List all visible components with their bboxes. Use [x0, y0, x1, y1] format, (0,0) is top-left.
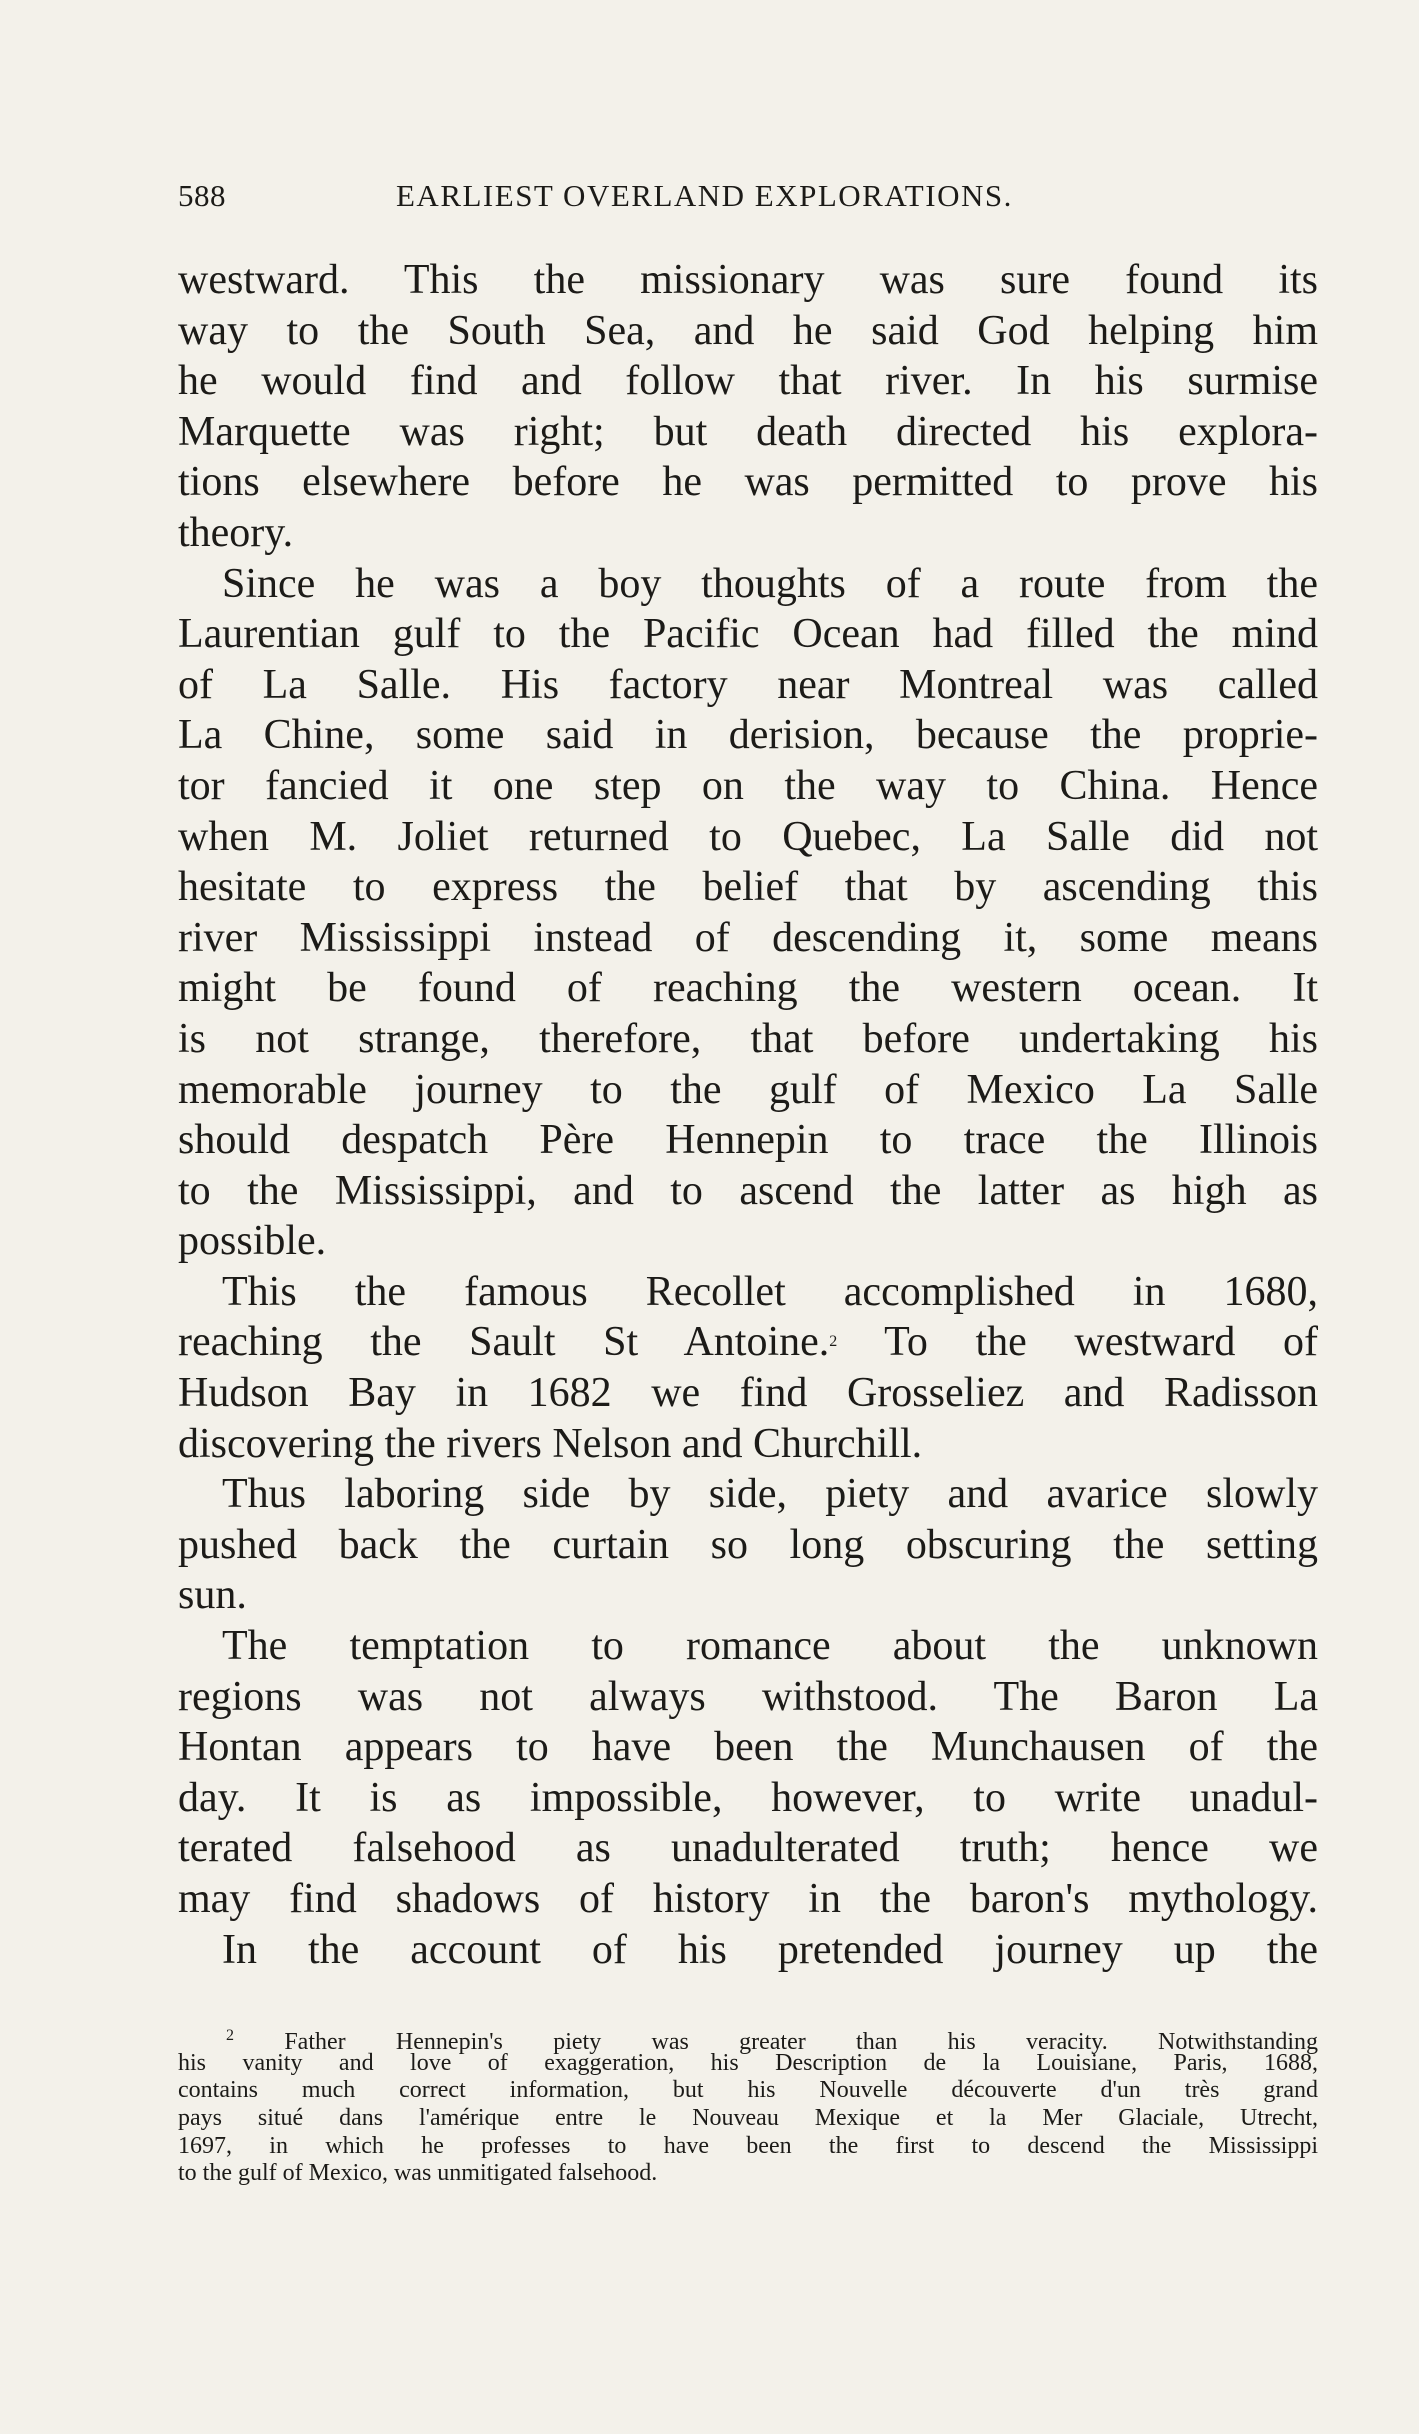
body-line: when M. Joliet returned to Quebec, La Salle did not — [178, 813, 1318, 860]
body-line: discovering the rivers Nelson and Churchill. — [178, 1420, 923, 1467]
body-line: may find shadows of history in the baron's mythology. — [178, 1876, 1318, 1922]
body-line-tail: To the westward of — [837, 1319, 1318, 1366]
body-line: This the famous Recollet accomplished in 1680, — [222, 1268, 1318, 1315]
body-line: might be found of reaching the western ocean. It — [178, 965, 1318, 1012]
footnote-line: 1697, in which he professes to have been the first to descend the Mississippi — [178, 2132, 1318, 2159]
body-line-head: reaching the Sault St Antoine. — [178, 1319, 830, 1366]
running-title: EARLIEST OVERLAND EXPLORATIONS. — [396, 178, 1013, 213]
footnote-line: pays situé dans l'amérique entre le Nouveau Mexique et la Mer Glaciale, Utrecht, — [178, 2105, 1318, 2132]
body-line: Hudson Bay in 1682 we find Grosseliez and Radisson — [178, 1370, 1318, 1417]
body-line: day. It is as impossible, however, to write unadul- — [178, 1774, 1318, 1821]
body-line: The temptation to romance about the unknown — [222, 1623, 1318, 1670]
body-line: possible. — [178, 1218, 327, 1265]
body-line: tor fancied it one step on the way to China. Hence — [178, 762, 1318, 809]
footnote — [178, 2022, 1318, 2188]
body-line: memorable journey to the gulf of Mexico La Salle — [178, 1066, 1318, 1113]
body-line: to the Mississippi, and to ascend the latter as high as — [178, 1167, 1318, 1214]
footnote-marker: 2 — [226, 2027, 234, 2044]
body-line: tions elsewhere before he was permitted to prove his — [178, 459, 1318, 506]
body-line: sun. — [178, 1572, 247, 1619]
body-line: river Mississippi instead of descending it, some means — [178, 914, 1318, 961]
footnote-line — [178, 2022, 1318, 2055]
body-line: Laurentian gulf to the Pacific Ocean had filled the mind — [178, 611, 1318, 658]
body-line: should despatch Père Hennepin to trace the Illinois — [178, 1117, 1318, 1164]
body-line: Marquette was right; but death directed his explora- — [178, 408, 1318, 455]
body-line: hesitate to express the belief that by ascending this — [178, 864, 1318, 911]
footnote-line: his vanity and love of exaggeration, his Description de la Louisiane, Paris, 1688, — [178, 2049, 1318, 2076]
body-line: terated falsehood as unadulterated truth; hence we — [178, 1825, 1318, 1872]
page-number: 588 — [178, 178, 226, 213]
body-line: In the account of his pretended journey up the — [222, 1926, 1318, 1973]
body-line: Since he was a boy thoughts of a route from the — [222, 560, 1318, 607]
footnote-line: to the gulf of Mexico, was unmitigated falsehood. — [178, 2160, 658, 2187]
body-line: Thus laboring side by side, piety and avarice slowly — [222, 1471, 1318, 1518]
body-line-with-footnote-ref — [178, 1317, 1318, 1368]
body-text — [178, 255, 1318, 1975]
body-line: La Chine, some said in derision, because the proprie- — [178, 712, 1318, 759]
running-head — [178, 178, 1318, 222]
body-line: westward. This the missionary was sure found its — [178, 257, 1318, 303]
footnote-reference: 2 — [829, 1333, 838, 1351]
body-line: theory. — [178, 509, 294, 556]
body-line: is not strange, therefore, that before undertaking his — [178, 1015, 1318, 1062]
body-line: regions was not always withstood. The Baron La — [178, 1673, 1318, 1720]
body-line: Hontan appears to have been the Munchausen of the — [178, 1724, 1318, 1771]
body-line: way to the South Sea, and he said God helping him — [178, 307, 1318, 354]
body-line: of La Salle. His factory near Montreal was called — [178, 661, 1318, 708]
body-line: he would find and follow that river. In his surmise — [178, 358, 1318, 405]
body-line: pushed back the curtain so long obscuring the setting — [178, 1521, 1318, 1568]
footnote-line: contains much correct information, but his Nouvelle découverte d'un très grand — [178, 2077, 1318, 2104]
footnote-line-text: Father Hennepin's piety was greater than his veracity. Notwithstanding — [284, 2029, 1318, 2055]
